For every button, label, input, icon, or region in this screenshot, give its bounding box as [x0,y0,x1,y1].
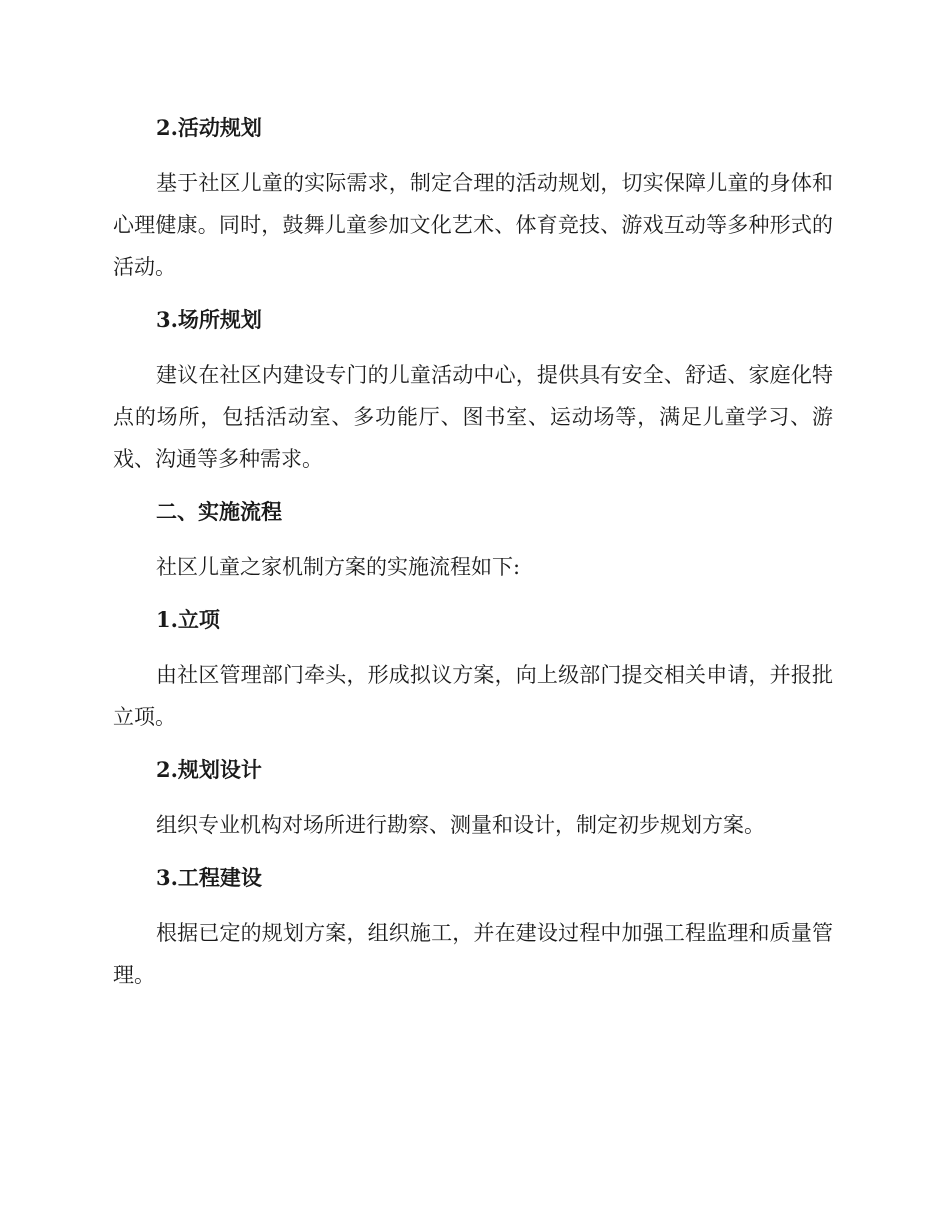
paragraph-construction: 根据已定的规划方案，组织施工，并在建设过程中加强工程监理和质量管理。 [113,921,833,987]
heading-activity-planning: 2.活动规划 [156,115,262,140]
heading-construction: 3.工程建设 [156,865,262,890]
paragraph-venue-planning: 建议在社区内建设专门的儿童活动中心，提供具有安全、舒适、家庭化特点的场所，包括活动室、多功能厅、图书室、运动场等，满足儿童学习、游戏、沟通等多种需求。 [113,363,833,471]
paragraph-planning-design: 组织专业机构对场所进行勘察、测量和设计，制定初步规划方案。 [156,813,765,837]
paragraph-implementation-intro: 社区儿童之家机制方案的实施流程如下: [156,555,521,579]
heading-venue-planning: 3.场所规划 [156,307,262,332]
document-body [113,108,833,996]
heading-project-approval: 1.立项 [156,607,220,632]
heading-planning-design: 2.规划设计 [156,757,262,782]
heading-implementation-process: 二、实施流程 [156,499,282,524]
paragraph-project-approval: 由社区管理部门牵头，形成拟议方案，向上级部门提交相关申请，并报批立项。 [113,663,833,729]
paragraph-activity-planning: 基于社区儿童的实际需求，制定合理的活动规划，切实保障儿童的身体和心理健康。同时，鼓舞儿童参加文化艺术、体育竞技、游戏互动等多种形式的活动。 [113,171,833,279]
